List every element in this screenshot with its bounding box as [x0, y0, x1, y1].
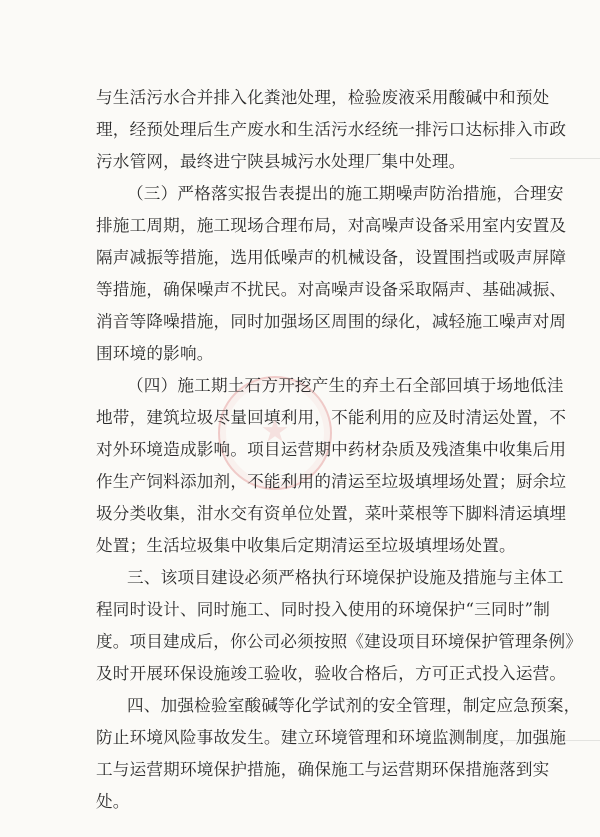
text-line-9: 围环境的影响。 — [96, 344, 214, 363]
text-line-1: 与生活污水合并排入化粪池处理，检验废液采用酸碱中和预处 — [96, 88, 550, 107]
text-line-8: 消音等降噪措施，同时加强场区周围的绿化，减轻施工噪声对周 — [96, 312, 567, 331]
bleed-through-mark — [510, 158, 600, 159]
text-line-14: 圾分类收集，泔水交有资单位处置，菜叶菜根等下脚料清运填埋 — [96, 504, 567, 523]
text-line-15: 处置；生活垃圾集中收集后定期清运至垃圾填埋场处置。 — [96, 536, 516, 555]
text-line-18: 度。项目建成后，你公司必须按照《建设项目环境保护管理条例》 — [96, 632, 583, 651]
text-line-2: 理，经预处理后生产废水和生活污水经统一排污口达标排入市政 — [96, 120, 567, 139]
text-line-6: 隔声减振等措施，选用低噪声的机械设备，设置围挡或吸声屏障 — [96, 248, 567, 267]
text-line-23: 处。 — [96, 792, 130, 811]
text-line-19: 及时开展环保设施竣工验收，验收合格后，方可正式投入运营。 — [96, 664, 567, 683]
text-line-3: 污水管网，最终进宁陕县城污水处理厂集中处理。 — [96, 152, 466, 171]
text-line-7: 等措施，确保噪声不扰民。对高噪声设备采取隔声、基础减振、 — [96, 280, 567, 299]
text-line-20: 四、加强检验室酸碱等化学试剂的安全管理，制定应急预案， — [127, 696, 581, 715]
text-line-10: （四）施工期土石方开挖产生的弃土石全部回填于场地低洼 — [127, 376, 564, 395]
text-line-16: 三、该项目建设必须严格执行环境保护设施及措施与主体工 — [127, 568, 564, 587]
text-line-12: 对外环境造成影响。项目运营期中药材杂质及残渣集中收集后用 — [96, 440, 567, 459]
text-line-13: 作生产饲料添加剂，不能利用的清运至垃圾填埋场处置；厨余垃 — [96, 472, 567, 491]
text-line-17: 程同时设计、同时施工、同时投入使用的环境保护“三同时”制 — [96, 600, 551, 619]
text-line-11: 地带，建筑垃圾尽量回填利用，不能利用的应及时清运处置，不 — [96, 408, 567, 427]
text-line-5: 排施工周期，施工现场合理布局，对高噪声设备采用室内安置及 — [96, 216, 567, 235]
text-line-22: 工与运营期环境保护措施，确保施工与运营期环保措施落到实 — [96, 760, 550, 779]
text-line-4: （三）严格落实报告表提出的施工期噪声防治措施，合理安 — [127, 184, 564, 203]
text-line-21: 防止环境风险事故发生。建立环境管理和环境监测制度，加强施 — [96, 728, 567, 747]
